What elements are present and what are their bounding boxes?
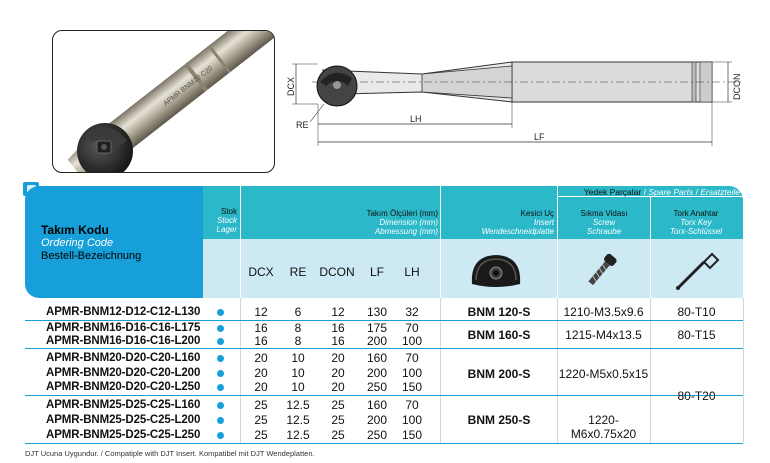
ordering-code-tr: Takım Kodu xyxy=(41,223,109,237)
dimension-en: Dimension (mm) xyxy=(379,218,438,227)
dimension-de: Abmessung (mm) xyxy=(374,227,438,236)
screw-1220-m5: 1220-M5x0.5x15 xyxy=(558,367,649,381)
screw-en: Screw xyxy=(592,218,616,227)
stock-dot-icon xyxy=(217,370,224,377)
stock-de: Lager xyxy=(216,225,237,234)
stock-dot-icon xyxy=(217,309,224,316)
stock-dot-icon xyxy=(217,338,224,345)
table-row: APMR-BNM25-D25-C25-L250 25 12.5 25 250 150 xyxy=(46,428,423,442)
insert-bnm-250: BNM 250-S xyxy=(467,413,531,427)
ordering-code: APMR-BNM20-D20-C20-L200 xyxy=(46,367,201,379)
end-mill-photo-image xyxy=(53,31,275,173)
torx-key-t15: 80-T15 xyxy=(677,328,716,342)
table-row: APMR-BNM16-D16-C16-L175 16 8 16 175 70 xyxy=(46,321,419,335)
screw-1210: 1210-M3.5x9.6 xyxy=(563,305,644,319)
ordering-code-en: Ordering Code xyxy=(41,237,114,249)
table-row: APMR-BNM12-D12-C12-L130 12 6 12 130 32 xyxy=(46,305,419,319)
col-dcx: DCX xyxy=(248,265,274,279)
product-photo xyxy=(52,30,275,173)
footnote: DJT Ucuna Uygundur. / Compatiple with DJT Insert. Kompatibel mit DJT Wendeplatten. xyxy=(25,449,315,458)
stock-tr: Stok xyxy=(220,207,237,216)
ordering-code: APMR-BNM16-D16-C16-L200 xyxy=(46,335,201,347)
table-row: APMR-BNM20-D20-C20-L200 20 10 20 200 100 xyxy=(46,366,423,380)
table-row: APMR-BNM25-D25-C25-L160 25 12.5 25 160 70 xyxy=(46,398,419,412)
insert-image xyxy=(468,252,524,292)
col-dcon: DCON xyxy=(319,265,355,279)
stock-dot-icon xyxy=(217,417,224,424)
ordering-code: APMR-BNM20-D20-C20-L160 xyxy=(46,352,201,364)
tool-drawing xyxy=(282,52,752,148)
dimension-header xyxy=(244,209,438,236)
stock-dot-icon xyxy=(217,432,224,439)
lh-label: LH xyxy=(410,114,422,124)
torx-header xyxy=(652,209,740,236)
screw-1220-m6: 1220-M6x0.75x20 xyxy=(570,413,637,441)
dimension-tr: Takım Ölçüleri (mm) xyxy=(366,209,438,218)
torx-key-t10: 80-T10 xyxy=(677,305,716,319)
stock-header xyxy=(203,207,237,234)
spare-parts-en: Spare Parts xyxy=(648,187,694,197)
technical-drawing xyxy=(282,52,752,148)
insert-bnm-160: BNM 160-S xyxy=(467,328,531,342)
table-row: APMR-BNM25-D25-C25-L200 25 12.5 25 200 100 xyxy=(46,413,423,427)
ordering-code: APMR-BNM12-D12-C12-L130 xyxy=(46,306,201,318)
ordering-code: APMR-BNM25-D25-C25-L160 xyxy=(46,399,201,411)
dcon-label: DCON xyxy=(732,73,742,100)
screw-icon xyxy=(584,250,618,292)
col-lf: LF xyxy=(369,265,384,279)
insert-bnm-200: BNM 200-S xyxy=(467,367,531,381)
ordering-code: APMR-BNM20-D20-C20-L250 xyxy=(46,381,201,393)
spare-parts-tr: Yedek Parçalar xyxy=(583,187,642,197)
screw-header xyxy=(560,209,648,236)
col-lh: LH xyxy=(404,265,420,279)
torx-de: Torx-Schlüssel xyxy=(669,227,723,236)
stock-dot-icon xyxy=(217,402,224,409)
screw-1215: 1215-M4x13.5 xyxy=(565,328,642,342)
ordering-code: APMR-BNM16-D16-C16-L175 xyxy=(46,322,201,334)
table-row: APMR-BNM16-D16-C16-L200 16 8 16 200 100 xyxy=(46,334,423,348)
insert-header xyxy=(444,209,554,236)
col-re: RE xyxy=(289,265,307,279)
spare-parts-de: Ersatzteile xyxy=(700,187,740,197)
screw-tr: Sıkma Vidası xyxy=(580,209,628,218)
screw-de: Schraube xyxy=(586,227,622,236)
dcx-label: DCX xyxy=(286,76,296,96)
insert-de: Wendeschneidplatte xyxy=(481,227,554,236)
svg-text:APMR BNM20 C20: APMR BNM20 C20 xyxy=(162,65,215,108)
table-row: APMR-BNM20-D20-C20-L250 20 10 20 250 150 xyxy=(46,380,423,394)
table-row: APMR-BNM20-D20-C20-L160 20 10 20 160 70 xyxy=(46,351,419,365)
ordering-code: APMR-BNM25-D25-C25-L250 xyxy=(46,429,201,441)
insert-bnm-120: BNM 120-S xyxy=(467,305,531,319)
torx-key-icon xyxy=(674,248,722,292)
spare-parts-header: Yedek Parçalar / Spare Parts / Ersatzteile xyxy=(583,187,740,197)
re-label: RE xyxy=(296,120,309,130)
torx-key-t20: 80-T20 xyxy=(677,389,716,403)
lf-label: LF xyxy=(534,132,545,142)
stock-dot-icon xyxy=(217,355,224,362)
stock-dot-icon xyxy=(217,384,224,391)
stock-en: Stock xyxy=(216,216,237,225)
torx-en: Torx Key xyxy=(680,218,712,227)
stock-dot-icon xyxy=(217,325,224,332)
insert-tr: Kesici Uç xyxy=(520,209,554,218)
torx-tr: Tork Anahtar xyxy=(673,209,719,218)
ordering-code-header xyxy=(25,186,203,298)
insert-en: Insert xyxy=(533,218,554,227)
ordering-code: APMR-BNM25-D25-C25-L200 xyxy=(46,414,201,426)
ordering-code-de: Bestell-Bezeichnung xyxy=(41,250,142,262)
